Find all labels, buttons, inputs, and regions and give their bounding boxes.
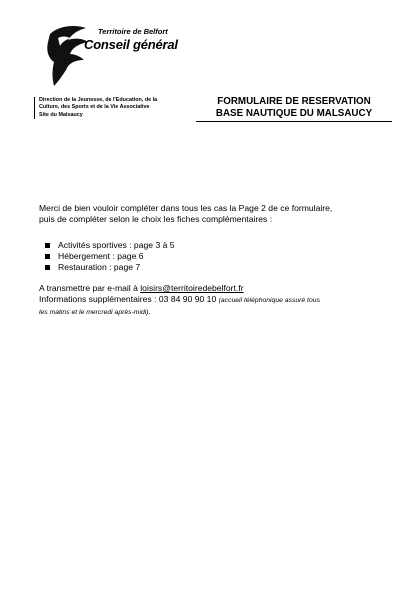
- square-bullet-icon: [45, 254, 50, 259]
- square-bullet-icon: [45, 243, 50, 248]
- intro-line1: Merci de bien vouloir compléter dans tous les cas la Page 2 de ce formulaire,: [39, 203, 333, 213]
- phone-line: [39, 294, 320, 306]
- email-line: [39, 283, 320, 294]
- form-title: [196, 96, 392, 122]
- phone-note: (accueil téléphonique assuré tous: [218, 297, 320, 304]
- phone-note-continued: les matins et le mercredi après-midi): [39, 309, 149, 316]
- list-item: [39, 251, 175, 262]
- phone-note-period: .: [148, 306, 151, 316]
- pages-list: [39, 240, 175, 273]
- list-item-text: Activités sportives : page 3 à 5: [58, 240, 175, 250]
- intro-paragraph: [39, 203, 332, 225]
- email-link[interactable]: loisirs@territoiredebelfort.fr: [140, 283, 244, 293]
- lion-emblem-icon: [44, 24, 94, 88]
- phone-text: Informations supplémentaires : 03 84 90 90 10: [39, 294, 219, 304]
- email-prefix: A transmettre par e-mail à: [39, 283, 141, 293]
- direction-line: Culture, des Sports et de la Vie Associative: [39, 104, 150, 111]
- direction-block: [34, 97, 191, 119]
- list-item-text: Restauration : page 7: [58, 262, 141, 272]
- phone-note-line: [39, 306, 320, 318]
- list-item: [39, 262, 175, 273]
- direction-line: Direction de la Jeunesse, de l'Education, de la: [39, 97, 158, 103]
- list-item-text: Hébergement : page 6: [58, 251, 144, 261]
- contact-block: [39, 283, 320, 318]
- list-item: [39, 240, 175, 251]
- square-bullet-icon: [45, 265, 50, 270]
- logo-territory-text: Territoire de Belfort: [98, 27, 168, 36]
- logo-council-text: Conseil général: [84, 37, 178, 52]
- form-title-line1: FORMULAIRE DE RESERVATION: [217, 96, 371, 107]
- direction-line: Site du Malsaucy: [39, 111, 83, 118]
- conseil-general-logo: [44, 24, 184, 88]
- intro-line2: puis de compléter selon le choix les fiches complémentaires :: [39, 214, 273, 224]
- form-title-line2: BASE NAUTIQUE DU MALSAUCY: [215, 108, 373, 119]
